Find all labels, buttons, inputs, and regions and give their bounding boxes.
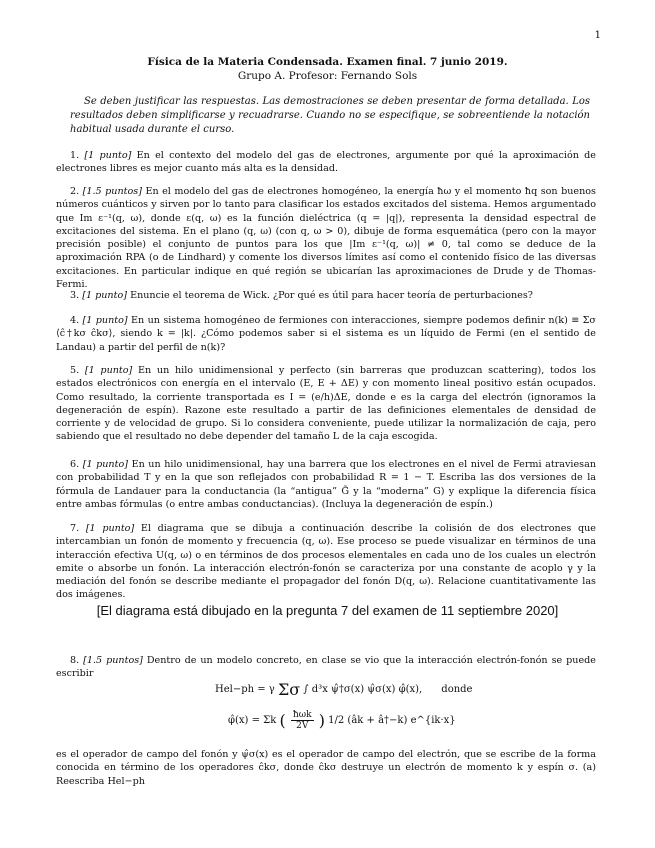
close-paren-icon: ) bbox=[318, 711, 325, 730]
question-2: 2. [1.5 puntos] En el modelo del gas de electrones homogéneo, la energía ħω y el momento ħq son buenos números cuánticos y sirven por lo tanto para clasificar los estados excitados del sistema. Hemos argumentado que Im ε⁻¹(q, ω), donde ε(q, ω) es la función dieléctrica (q = |q|), representa la densidad espectral de excitaciones del sistema. En el plano (q, ω) (con q, ω > 0), dibuje de forma esquemática (pero con la mayor precisión posible) el conjunto de puntos para los que |Im ε⁻¹(q, ω)| ≠ 0, tal como se deduce de la aproximación RPA (o de Lindhard) y comente los diversos límites así como el contenido físico de las diversas excitaciones. En particular indique en qué región se ubicarían las aproximaciones de Drude y de Thomas-Fermi. bbox=[56, 186, 596, 291]
fraction-denominator: 2V bbox=[296, 721, 309, 731]
equation-phonon-rhs: 1/2 (âk + â†−k) e^{ik·x} bbox=[328, 715, 456, 726]
open-paren-icon: ( bbox=[279, 711, 286, 730]
equation-phonon-lhs: φ̂(x) = Σk bbox=[228, 715, 277, 726]
equation-hamiltonian bbox=[215, 680, 472, 699]
question-4: 4. [1 punto] En un sistema homogéneo de fermiones con interacciones, siempre podemos definir n(k) ≡ Σσ ⟨ĉ†kσ ĉkσ⟩, siendo k = |k|. ¿Cómo podemos saber si el sistema es un líquido de Fermi (en el sentido de Landau) a partir del perfil de n(k)? bbox=[56, 315, 596, 353]
fraction-numerator: ħωk bbox=[292, 710, 312, 720]
question-7: 7. [1 punto] El diagrama que se dibuja a continuación describe la colisión de dos electrones que intercambian un fonón de momento y frecuencia (q, ω). Ese proceso se puede visualizar en términos de una interacción efectiva U(q, ω) o en términos de dos procesos elementales en cada uno de los cuales un electrón emite o absorbe un fonón. La interacción electrón-fonón se caracteriza por una constante de acoplo γ y la mediación del fonón se describe mediante el propagador del fonón D(q, ω). Relacione cuantitativamente las dos imágenes. bbox=[56, 523, 596, 601]
question-3: 3. [1 punto] Enuncie el teorema de Wick. ¿Por qué es útil para hacer teoría de perturbaciones? bbox=[70, 290, 533, 301]
question-5: 5. [1 punto] En un hilo unidimensional y perfecto (sin barreras que produzcan scattering), todos los estados electrónicos con energía en el intervalo (E, E + ΔE) y con momento lineal positivo están ocupados. Como resultado, la corriente transportada es I = (e/h)ΔE, donde e es la carga del electrón (ignoramos la degeneración de espín). Razone este resultado a partir de las definiciones elementales de densidad de corriente y de velocidad de grupo. Si lo considera conveniente, puede utilizar la normalización de caja, pero sabiendo que el resultado no debe depender del tamaño L de la caja escogida. bbox=[56, 365, 596, 443]
equation-where: donde bbox=[441, 684, 473, 695]
equation-hamiltonian-rhs: ∫ d³x ψ̂†σ(x) ψ̂σ(x) φ̂(x), bbox=[303, 684, 423, 695]
question-6: 6. [1 punto] En un hilo unidimensional, hay una barrera que los electrones en el nivel de Fermi atraviesan con probabilidad T y en la que son reflejados con probabilidad R = 1 − T. Escriba las dos versiones de la fórmula de Landauer para la conductancia (la “antigua” G̃ y la “moderna” G) y explique la diferencia física entre ambas fórmulas (o entre ambas conductancias). (Incluya la degeneración de espín.) bbox=[56, 459, 597, 510]
exam-title: Física de la Materia Condensada. Examen final. 7 junio 2019. bbox=[147, 56, 508, 68]
equation-hamiltonian-lhs: Hel−ph = γ bbox=[215, 684, 275, 695]
equation-phonon-field bbox=[228, 710, 456, 731]
exam-subtitle: Grupo A. Profesor: Fernando Sols bbox=[237, 70, 418, 82]
equation-hamiltonian-sum: Σσ bbox=[277, 680, 301, 699]
question-1: 1. [1 punto] En el contexto del modelo del gas de electrones, argumente por qué la aproximación de electrones libres es mejor cuanto más alta es la densidad. bbox=[56, 150, 596, 175]
equation-phonon-fraction bbox=[291, 710, 314, 731]
page-number: 1 bbox=[594, 30, 601, 41]
question-8-continuation: es el operador de campo del fonón y ψ̂σ(x) es el operador de campo del electrón, que se escribe de la forma conocida en término de los operadores ĉkσ, donde ĉkσ destruye un electrón de momento k y espín σ. (a) Reescriba Hel−ph bbox=[56, 749, 596, 787]
instructions: Se deben justificar las respuestas. Las demostraciones se deben presentar de forma detallada. Los resultados deben simplificarse y recuadrarse. Cuando no se especifique, se sobreentiende la notación habitual usada durante el curso. bbox=[70, 96, 590, 135]
question-8: 8. [1.5 puntos] Dentro de un modelo concreto, en clase se vio que la interacción electrón-fonón se puede escribir bbox=[56, 655, 596, 680]
diagram-note: [El diagrama está dibujado en la pregunta 7 del examen de 11 septiembre 2020] bbox=[96, 603, 559, 618]
